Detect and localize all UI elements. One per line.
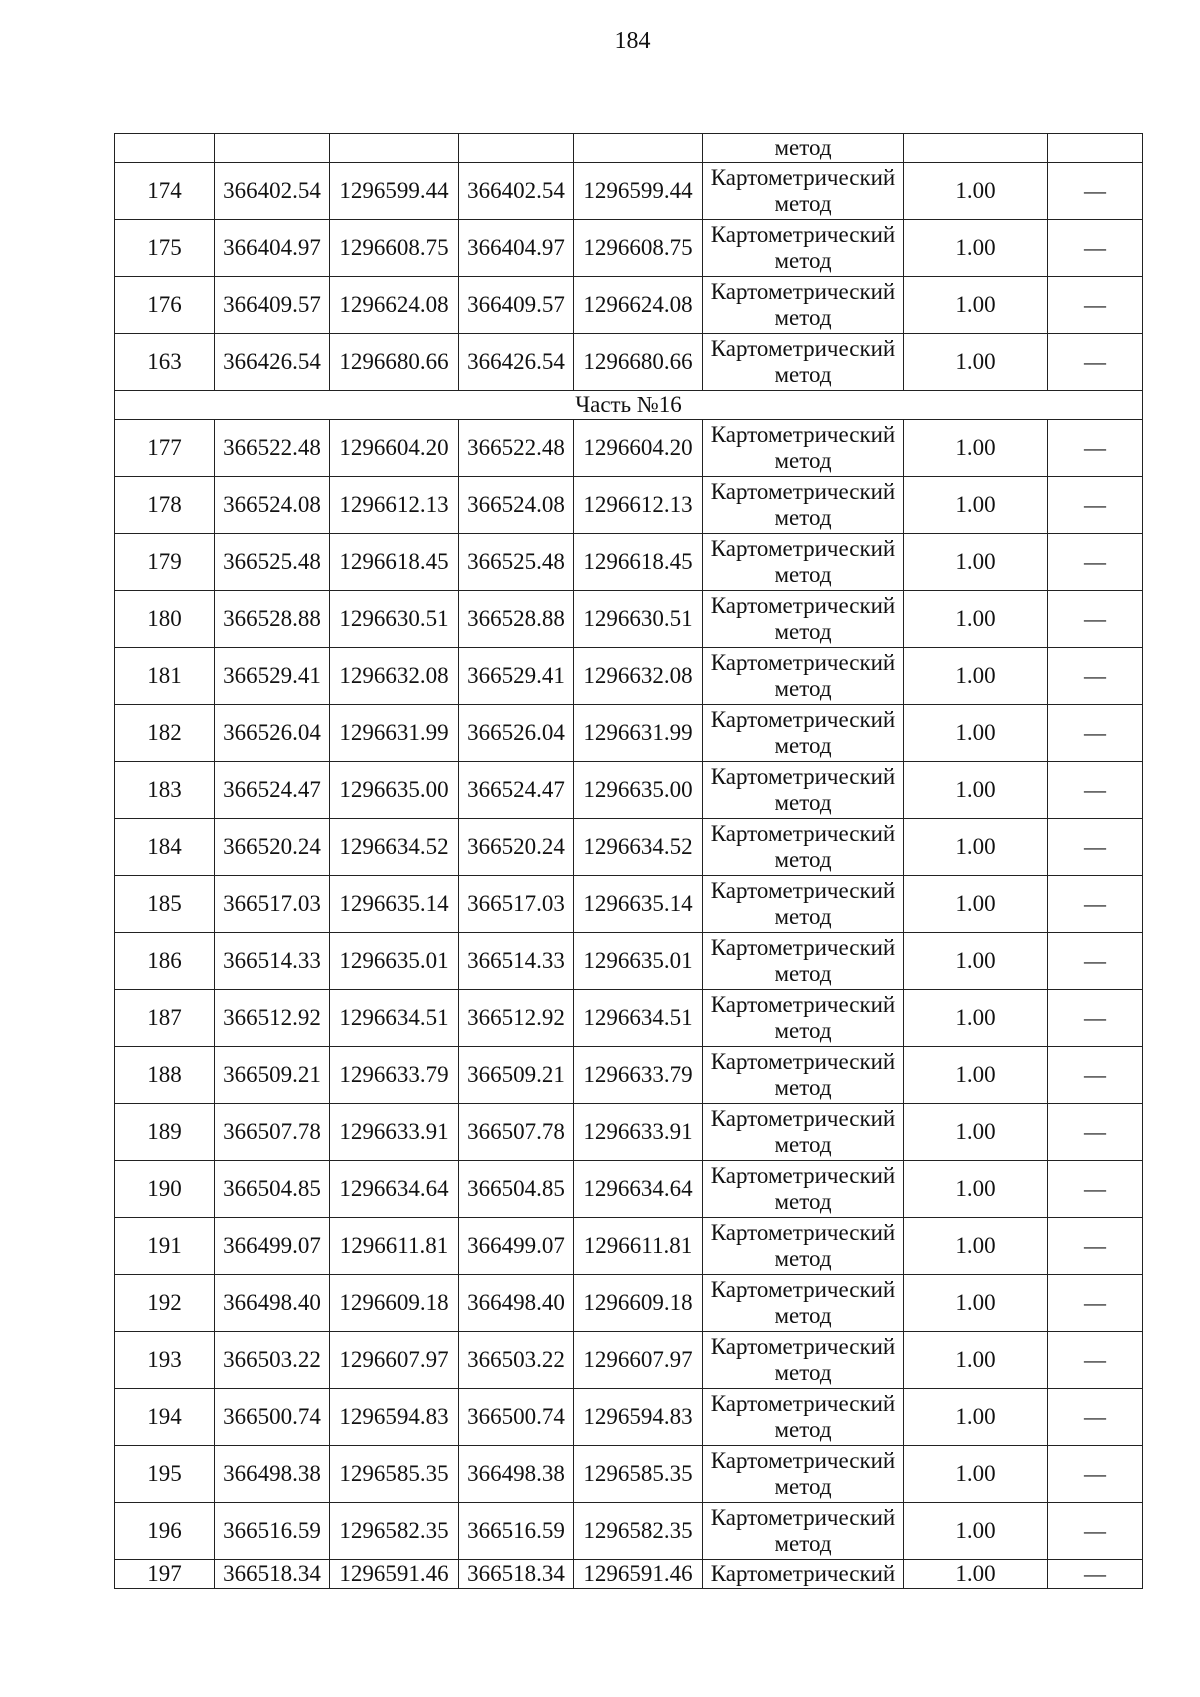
cell-point-number: 163: [115, 334, 215, 391]
method-line2: метод: [774, 1189, 832, 1214]
cell-point-number: 178: [115, 477, 215, 534]
cell-x-existing: 366499.07: [215, 1218, 330, 1275]
cell-y-existing: 1296585.35: [330, 1446, 459, 1503]
method-line1: Картометрический: [710, 935, 896, 960]
method-line2: метод: [774, 1360, 832, 1385]
cell-method: [703, 1218, 904, 1275]
cell-y-existing: 1296634.64: [330, 1161, 459, 1218]
part-header-row: [115, 391, 1143, 420]
method-line2: метод: [774, 1474, 832, 1499]
method-line1: Картометрический: [710, 1334, 896, 1359]
cell-point-number: 175: [115, 220, 215, 277]
cell-method: [703, 1446, 904, 1503]
cell-y-new: 1296599.44: [574, 163, 703, 220]
cell-point-number: 174: [115, 163, 215, 220]
cell-x-existing: 366498.38: [215, 1446, 330, 1503]
cell-accuracy: 1.00: [904, 1275, 1048, 1332]
table-row: [115, 1560, 1143, 1589]
table-row: [115, 1389, 1143, 1446]
cell-dash: —: [1048, 705, 1143, 762]
table-row: [115, 876, 1143, 933]
table-row: [115, 534, 1143, 591]
cell-method: [703, 648, 904, 705]
method-line2: метод: [774, 248, 832, 273]
cell-y-existing: 1296680.66: [330, 334, 459, 391]
method-line1: Картометрический: [710, 1277, 896, 1302]
cell-point-number: 182: [115, 705, 215, 762]
cell-accuracy: 1.00: [904, 705, 1048, 762]
cell-accuracy: 1.00: [904, 163, 1048, 220]
cell-y-existing: 1296631.99: [330, 705, 459, 762]
cell-empty: [215, 134, 330, 163]
cell-x-existing: 366524.08: [215, 477, 330, 534]
method-line2: метод: [774, 505, 832, 530]
cell-x-new: 366524.08: [459, 477, 574, 534]
cell-x-existing: 366520.24: [215, 819, 330, 876]
cell-y-new: 1296607.97: [574, 1332, 703, 1389]
table-row: [115, 648, 1143, 705]
cell-y-existing: 1296604.20: [330, 420, 459, 477]
cell-y-new: 1296633.91: [574, 1104, 703, 1161]
table-row: [115, 1446, 1143, 1503]
cell-x-new: 366520.24: [459, 819, 574, 876]
table-row: [115, 477, 1143, 534]
page-number: 184: [614, 28, 651, 54]
cell-y-existing: 1296594.83: [330, 1389, 459, 1446]
cell-x-new: 366514.33: [459, 933, 574, 990]
cell-x-existing: 366526.04: [215, 705, 330, 762]
table-row: [115, 1161, 1143, 1218]
method-line1: Картометрический: [710, 764, 896, 789]
cell-accuracy: 1.00: [904, 648, 1048, 705]
cell-x-existing: 366517.03: [215, 876, 330, 933]
cell-dash: —: [1048, 1218, 1143, 1275]
method-line1: Картометрический: [710, 279, 896, 304]
method-line1: Картометрический: [710, 707, 896, 732]
cell-x-existing: 366529.41: [215, 648, 330, 705]
cell-point-number: 176: [115, 277, 215, 334]
cell-dash: —: [1048, 1560, 1143, 1589]
method-line1: Картометрический: [710, 536, 896, 561]
cell-y-existing: 1296599.44: [330, 163, 459, 220]
cell-accuracy: 1.00: [904, 762, 1048, 819]
method-line1: Картометрический: [710, 1448, 896, 1473]
cell-x-new: 366509.21: [459, 1047, 574, 1104]
cell-point-number: 183: [115, 762, 215, 819]
method-line2: метод: [774, 1417, 832, 1442]
method-line1: Картометрический: [710, 336, 896, 361]
cell-dash: —: [1048, 1332, 1143, 1389]
cell-x-existing: 366426.54: [215, 334, 330, 391]
cell-x-existing: 366500.74: [215, 1389, 330, 1446]
method-line1: Картометрический: [710, 821, 896, 846]
cell-x-new: 366525.48: [459, 534, 574, 591]
cell-dash: —: [1048, 990, 1143, 1047]
table-row: [115, 334, 1143, 391]
cell-accuracy: 1.00: [904, 420, 1048, 477]
cell-accuracy: 1.00: [904, 1104, 1048, 1161]
method-line2: метод: [774, 362, 832, 387]
cell-point-number: 192: [115, 1275, 215, 1332]
cell-point-number: 195: [115, 1446, 215, 1503]
cell-dash: —: [1048, 163, 1143, 220]
method-line2: метод: [774, 562, 832, 587]
cell-method: [703, 1332, 904, 1389]
table-row: [115, 762, 1143, 819]
method-line1: Картометрический: [710, 422, 896, 447]
cell-dash: —: [1048, 1503, 1143, 1560]
cell-method: [703, 1104, 904, 1161]
cell-y-new: 1296680.66: [574, 334, 703, 391]
cell-dash: —: [1048, 220, 1143, 277]
cell-point-number: 177: [115, 420, 215, 477]
cell-dash: —: [1048, 1389, 1143, 1446]
method-line1: Картометрический: [710, 479, 896, 504]
method-line2: метод: [774, 1303, 832, 1328]
cell-point-number: 190: [115, 1161, 215, 1218]
cell-y-existing: 1296635.01: [330, 933, 459, 990]
cell-x-existing: 366404.97: [215, 220, 330, 277]
cell-x-existing: 366525.48: [215, 534, 330, 591]
cell-y-new: 1296635.14: [574, 876, 703, 933]
coordinates-table: [114, 133, 1143, 1589]
cell-dash: —: [1048, 1446, 1143, 1503]
cell-accuracy: 1.00: [904, 591, 1048, 648]
method-line2: метод: [774, 1246, 832, 1271]
method-line2: метод: [774, 1018, 832, 1043]
cell-method: [703, 1275, 904, 1332]
method-line2: метод: [774, 847, 832, 872]
cell-method: [703, 762, 904, 819]
cell-x-new: 366517.03: [459, 876, 574, 933]
cell-x-existing: 366509.21: [215, 1047, 330, 1104]
cell-accuracy: 1.00: [904, 1218, 1048, 1275]
cell-dash: —: [1048, 762, 1143, 819]
method-line2: метод: [774, 733, 832, 758]
cell-y-existing: 1296634.51: [330, 990, 459, 1047]
cell-accuracy: 1.00: [904, 876, 1048, 933]
cell-dash: —: [1048, 1275, 1143, 1332]
table-row: [115, 819, 1143, 876]
cell-accuracy: 1.00: [904, 1446, 1048, 1503]
cell-point-number: 194: [115, 1389, 215, 1446]
cell-method: [703, 477, 904, 534]
table-row: [115, 705, 1143, 762]
table-row: [115, 277, 1143, 334]
cell-x-new: 366498.40: [459, 1275, 574, 1332]
cell-y-existing: 1296582.35: [330, 1503, 459, 1560]
cell-dash: —: [1048, 534, 1143, 591]
cell-method: [703, 819, 904, 876]
cell-y-new: 1296635.00: [574, 762, 703, 819]
cell-accuracy: 1.00: [904, 334, 1048, 391]
method-line2: метод: [774, 305, 832, 330]
cell-x-existing: 366514.33: [215, 933, 330, 990]
cell-x-existing: 366516.59: [215, 1503, 330, 1560]
cell-x-existing: 366522.48: [215, 420, 330, 477]
method-line2: метод: [774, 1531, 832, 1556]
cell-point-number: 197: [115, 1560, 215, 1589]
method-line2: метод: [774, 790, 832, 815]
cell-y-new: 1296612.13: [574, 477, 703, 534]
cell-accuracy: 1.00: [904, 990, 1048, 1047]
cell-x-existing: 366409.57: [215, 277, 330, 334]
cell-y-new: 1296609.18: [574, 1275, 703, 1332]
method-line1: Картометрический: [710, 650, 896, 675]
cell-x-new: 366518.34: [459, 1560, 574, 1589]
cell-accuracy: 1.00: [904, 1047, 1048, 1104]
table-row: [115, 933, 1143, 990]
method-line2: метод: [774, 1075, 832, 1100]
method-line1: Картометрический: [710, 1049, 896, 1074]
cell-x-existing: 366504.85: [215, 1161, 330, 1218]
cell-y-existing: 1296612.13: [330, 477, 459, 534]
method-line1: Картометрический: [710, 1106, 896, 1131]
cell-x-new: 366409.57: [459, 277, 574, 334]
cell-point-number: 188: [115, 1047, 215, 1104]
cell-method: [703, 277, 904, 334]
method-line1: Картометрический: [710, 1391, 896, 1416]
cell-accuracy: 1.00: [904, 477, 1048, 534]
cell-dash: —: [1048, 1161, 1143, 1218]
cell-point-number: 184: [115, 819, 215, 876]
cell-point-number: 189: [115, 1104, 215, 1161]
cell-dash: —: [1048, 591, 1143, 648]
table-row: [115, 1218, 1143, 1275]
method-line1: Картометрический: [710, 1220, 896, 1245]
cell-accuracy: 1.00: [904, 819, 1048, 876]
cell-accuracy: 1.00: [904, 1503, 1048, 1560]
cell-x-new: 366526.04: [459, 705, 574, 762]
cell-dash: —: [1048, 819, 1143, 876]
cell-y-new: 1296624.08: [574, 277, 703, 334]
cell-method: [703, 534, 904, 591]
cell-y-new: 1296582.35: [574, 1503, 703, 1560]
cell-x-new: 366404.97: [459, 220, 574, 277]
method-line2: метод: [774, 448, 832, 473]
cell-empty: [330, 134, 459, 163]
cell-y-new: 1296585.35: [574, 1446, 703, 1503]
cell-y-new: 1296634.52: [574, 819, 703, 876]
cell-method: [703, 933, 904, 990]
table-row: [115, 1104, 1143, 1161]
cell-empty: [904, 134, 1048, 163]
table-row: [115, 163, 1143, 220]
cell-dash: —: [1048, 277, 1143, 334]
method-line2: метод: [774, 676, 832, 701]
cell-y-existing: 1296618.45: [330, 534, 459, 591]
cell-x-existing: 366498.40: [215, 1275, 330, 1332]
table-row: [115, 1503, 1143, 1560]
cell-empty: [1048, 134, 1143, 163]
cell-point-number: 185: [115, 876, 215, 933]
cell-empty: [459, 134, 574, 163]
cell-x-new: 366402.54: [459, 163, 574, 220]
method-line1: Картометрический: [710, 878, 896, 903]
cell-dash: —: [1048, 477, 1143, 534]
table-body: [115, 134, 1143, 1589]
cell-accuracy: 1.00: [904, 1332, 1048, 1389]
cell-accuracy: 1.00: [904, 1560, 1048, 1589]
cell-empty: [115, 134, 215, 163]
cell-accuracy: 1.00: [904, 220, 1048, 277]
cell-point-number: 196: [115, 1503, 215, 1560]
cell-x-new: 366503.22: [459, 1332, 574, 1389]
cell-x-new: 366426.54: [459, 334, 574, 391]
cell-x-new: 366522.48: [459, 420, 574, 477]
cell-y-new: 1296630.51: [574, 591, 703, 648]
cell-method-tail: метод: [703, 134, 904, 163]
cell-method: [703, 990, 904, 1047]
cell-point-number: 181: [115, 648, 215, 705]
method-line2: метод: [774, 191, 832, 216]
method-line1: Картометрический: [710, 1561, 896, 1586]
cell-method: [703, 334, 904, 391]
cell-accuracy: 1.00: [904, 277, 1048, 334]
cell-method: [703, 876, 904, 933]
table-row: [115, 1275, 1143, 1332]
cell-method: [703, 705, 904, 762]
cell-x-new: 366498.38: [459, 1446, 574, 1503]
method-line2: метод: [774, 961, 832, 986]
cell-x-new: 366512.92: [459, 990, 574, 1047]
cell-accuracy: 1.00: [904, 1389, 1048, 1446]
cell-method: [703, 163, 904, 220]
cell-x-existing: 366402.54: [215, 163, 330, 220]
method-line1: Картометрический: [710, 992, 896, 1017]
cell-point-number: 180: [115, 591, 215, 648]
method-line1: Картометрический: [710, 593, 896, 618]
cell-y-new: 1296611.81: [574, 1218, 703, 1275]
cell-method: [703, 1503, 904, 1560]
cell-y-existing: 1296632.08: [330, 648, 459, 705]
cell-point-number: 191: [115, 1218, 215, 1275]
cell-x-existing: 366512.92: [215, 990, 330, 1047]
cell-y-new: 1296591.46: [574, 1560, 703, 1589]
cell-x-existing: 366507.78: [215, 1104, 330, 1161]
continuation-row: [115, 134, 1143, 163]
cell-x-existing: 366518.34: [215, 1560, 330, 1589]
cell-x-new: 366529.41: [459, 648, 574, 705]
cell-empty: [574, 134, 703, 163]
method-line2: метод: [774, 619, 832, 644]
method-line1: Картометрический: [710, 222, 896, 247]
cell-y-existing: 1296609.18: [330, 1275, 459, 1332]
table-row: [115, 1332, 1143, 1389]
cell-point-number: 179: [115, 534, 215, 591]
cell-x-new: 366524.47: [459, 762, 574, 819]
cell-point-number: 193: [115, 1332, 215, 1389]
table-row: [115, 591, 1143, 648]
cell-x-new: 366507.78: [459, 1104, 574, 1161]
cell-y-new: 1296634.64: [574, 1161, 703, 1218]
cell-y-existing: 1296633.91: [330, 1104, 459, 1161]
cell-point-number: 187: [115, 990, 215, 1047]
cell-y-existing: 1296635.14: [330, 876, 459, 933]
cell-point-number: 186: [115, 933, 215, 990]
cell-y-existing: 1296607.97: [330, 1332, 459, 1389]
cell-x-existing: 366524.47: [215, 762, 330, 819]
cell-dash: —: [1048, 334, 1143, 391]
cell-method: [703, 591, 904, 648]
table-row: [115, 220, 1143, 277]
cell-y-new: 1296635.01: [574, 933, 703, 990]
cell-dash: —: [1048, 648, 1143, 705]
table-row: [115, 420, 1143, 477]
cell-dash: —: [1048, 420, 1143, 477]
method-line2: метод: [774, 904, 832, 929]
cell-method: [703, 1161, 904, 1218]
cell-y-new: 1296604.20: [574, 420, 703, 477]
cell-method: [703, 1047, 904, 1104]
cell-accuracy: 1.00: [904, 1161, 1048, 1218]
cell-x-new: 366504.85: [459, 1161, 574, 1218]
cell-x-existing: 366528.88: [215, 591, 330, 648]
cell-y-existing: 1296611.81: [330, 1218, 459, 1275]
cell-y-new: 1296632.08: [574, 648, 703, 705]
cell-y-existing: 1296635.00: [330, 762, 459, 819]
cell-dash: —: [1048, 933, 1143, 990]
cell-x-existing: 366503.22: [215, 1332, 330, 1389]
cell-y-existing: 1296633.79: [330, 1047, 459, 1104]
cell-y-existing: 1296634.52: [330, 819, 459, 876]
method-line1: Картометрический: [710, 1163, 896, 1188]
cell-y-existing: 1296608.75: [330, 220, 459, 277]
cell-dash: —: [1048, 1047, 1143, 1104]
cell-x-new: 366528.88: [459, 591, 574, 648]
cell-x-new: 366516.59: [459, 1503, 574, 1560]
cell-y-new: 1296608.75: [574, 220, 703, 277]
cell-y-existing: 1296591.46: [330, 1560, 459, 1589]
cell-dash: —: [1048, 876, 1143, 933]
cell-accuracy: 1.00: [904, 534, 1048, 591]
cell-y-existing: 1296624.08: [330, 277, 459, 334]
cell-y-new: 1296594.83: [574, 1389, 703, 1446]
cell-method: [703, 1560, 904, 1589]
part-label: Часть №16: [115, 391, 1143, 420]
cell-method: [703, 420, 904, 477]
cell-method: [703, 220, 904, 277]
cell-method: [703, 1389, 904, 1446]
method-line1: Картометрический: [710, 165, 896, 190]
cell-y-existing: 1296630.51: [330, 591, 459, 648]
cell-y-new: 1296634.51: [574, 990, 703, 1047]
cell-x-new: 366499.07: [459, 1218, 574, 1275]
cell-y-new: 1296618.45: [574, 534, 703, 591]
cell-x-new: 366500.74: [459, 1389, 574, 1446]
method-line1: Картометрический: [710, 1505, 896, 1530]
cell-dash: —: [1048, 1104, 1143, 1161]
method-line2: метод: [774, 1132, 832, 1157]
cell-accuracy: 1.00: [904, 933, 1048, 990]
table-row: [115, 1047, 1143, 1104]
cell-y-new: 1296633.79: [574, 1047, 703, 1104]
table-row: [115, 990, 1143, 1047]
cell-y-new: 1296631.99: [574, 705, 703, 762]
